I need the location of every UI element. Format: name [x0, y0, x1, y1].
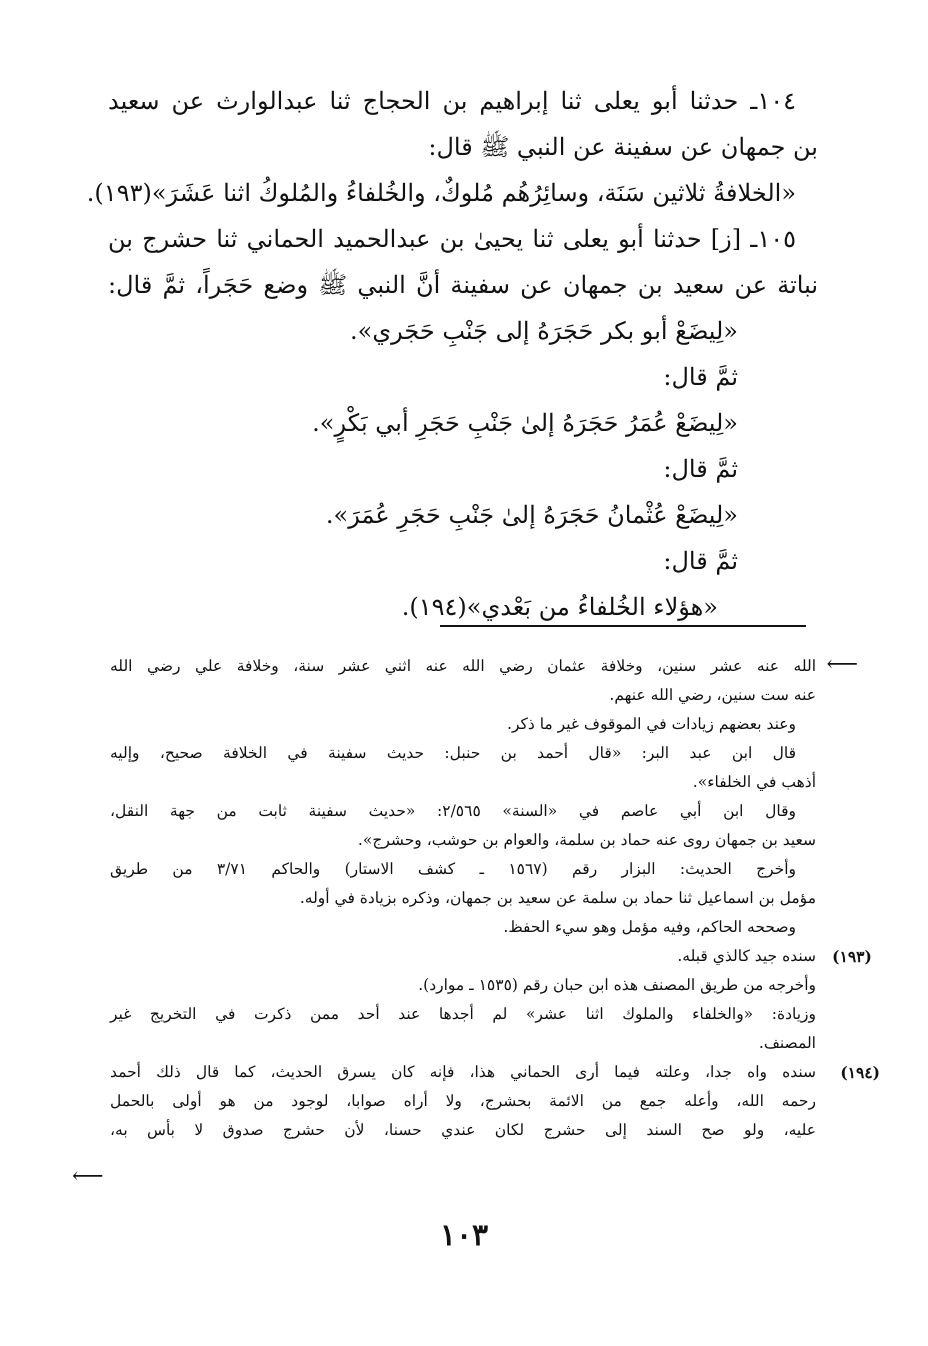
main-text-line: «لِيضَعْ عُمَرُ حَجَرَهُ إلىٰ جَنْبِ حَجَرِ أبي بَكْرٍ».	[312, 409, 738, 437]
footnote-text: وقال ابن أبي عاصم في «السنة» ٢/٥٦٥: «حديث سفينة ثابت من جهة النقل،	[110, 802, 796, 820]
main-text-line: «هؤلاء الخُلفاءُ من بَعْدي»(١٩٤).	[401, 593, 718, 621]
footnote-text: سعيد بن جمهان روى عنه حماد بن سلمة، والعوام بن حوشب، وحشرج».	[357, 831, 816, 849]
footnote-line	[110, 1000, 816, 1029]
footnote-line	[110, 826, 816, 855]
main-text-line: «الخلافةُ ثلاثين سَنَة، وسائِرُهُم مُلوكٌ، والخُلفاءُ والمُلوكُ اثنا عَشَرَ»(١٩٣).	[86, 179, 796, 207]
footnote-text: عليه، ولو صح السند إلى حشرج لكان عندي حسنا، لأن حشرج صدوق لا بأس به،	[110, 1121, 816, 1139]
footnote-text: عنه ست سنين، رضي الله عنهم.	[609, 686, 816, 704]
footnote-text: الله عنه عشر سنين، وخلافة عثمان رضي الله عنه اثني عشر سنة، وخلافة علي رضي الله	[110, 657, 816, 675]
footnote-text: وعند بعضهم زيادات في الموقوف غير ما ذكر.	[507, 715, 796, 733]
main-text-line: «لِيضَعْ عُثْمانُ حَجَرَهُ إلىٰ جَنْبِ حَجَرِ عُمَرَ».	[325, 501, 738, 529]
footnote-text: وأخرج الحديث: البزار رقم (١٥٦٧ ـ كشف الاستار) والحاكم ٣/٧١ من طريق	[110, 860, 796, 878]
footnote-line	[110, 768, 816, 797]
footnote-line	[110, 1029, 816, 1058]
footnote-line	[110, 739, 816, 768]
footnote-text: سنده واه جدا، وعلته فيما أرى الحماني هذا، فإنه كان يسرق الحديث، كما قال ذلك أحمد	[110, 1063, 816, 1081]
footnote-text: وزيادة: «والخلفاء والملوك اثنا عشر» لم أجدها عند أحد ممن ذكرت في التخريج غير	[110, 1005, 816, 1023]
footnote-line	[110, 797, 816, 826]
footnote-text: مؤمل بن اسماعيل ثنا حماد بن سلمة عن سعيد بن جمهان، وذكره بزيادة في أوله.	[299, 889, 816, 907]
footnote-line	[110, 913, 816, 942]
main-text-line: ثمَّ قال:	[663, 363, 738, 391]
footnote-line	[110, 855, 816, 884]
footnote-line	[110, 710, 816, 739]
footnote-text: المصنف.	[758, 1034, 816, 1052]
main-text	[86, 78, 818, 630]
footnote-text: وصححه الحاكم، وفيه مؤمل وهو سيء الحفظ.	[503, 918, 796, 936]
main-text-line: ١٠٥ـ [ز] حدثنا أبو يعلى ثنا يحيىٰ بن عبدالحميد الحماني ثنا حشرج بن	[108, 225, 796, 253]
footnote-line	[110, 884, 816, 913]
footnote-text: سنده جيد كالذي قبله.	[677, 947, 816, 965]
footnote-line	[110, 681, 816, 710]
footnote-line	[110, 1058, 880, 1087]
footnote-line	[110, 942, 872, 971]
main-text-line: نباتة عن سعيد بن جمهان عن سفينة أنَّ النبي ﷺ وضع حَجَراً، ثمَّ قال:	[108, 271, 818, 299]
footnote-number: (١٩٤)	[840, 1063, 880, 1082]
continuation-arrow-bottom: ⟵	[72, 1164, 104, 1189]
main-text-line: ثمَّ قال:	[663, 455, 738, 483]
page-number: ١٠٣	[439, 1218, 489, 1253]
footnote-line	[110, 971, 816, 1000]
footnote-separator	[440, 625, 806, 627]
main-text-line: ثمَّ قال:	[663, 547, 738, 575]
footnote-line	[110, 1087, 816, 1116]
footnote-number: (١٩٣)	[832, 947, 872, 966]
main-text-line: ١٠٤ـ حدثنا أبو يعلى ثنا إبراهيم بن الحجاج ثنا عبدالوارث عن سعيد	[108, 87, 796, 115]
main-text-line: «لِيضَعْ أبو بكر حَجَرَهُ إلى جَنْبِ حَجَري».	[350, 317, 738, 345]
footnote-line	[110, 1116, 816, 1145]
footnote-text: أذهب في الخلفاء».	[692, 773, 816, 791]
continuation-arrow-top: ⟵	[826, 652, 858, 677]
footnote-line	[110, 652, 816, 681]
footnote-text: رحمه الله، وأعله جمع من الائمة بحشرج، ولا أراه صوابا، لوجود من هو أولى بالحمل	[110, 1092, 816, 1110]
main-text-line: بن جمهان عن سفينة عن النبي ﷺ قال:	[428, 133, 818, 161]
footnote-text: قال ابن عبد البر: «قال أحمد بن حنبل: حديث سفينة في الخلافة صحيح، وإليه	[110, 744, 796, 762]
footnote-text: وأخرجه من طريق المصنف هذه ابن حبان رقم (١٥٣٥ ـ موارد).	[418, 976, 816, 994]
footnotes	[110, 652, 880, 1145]
